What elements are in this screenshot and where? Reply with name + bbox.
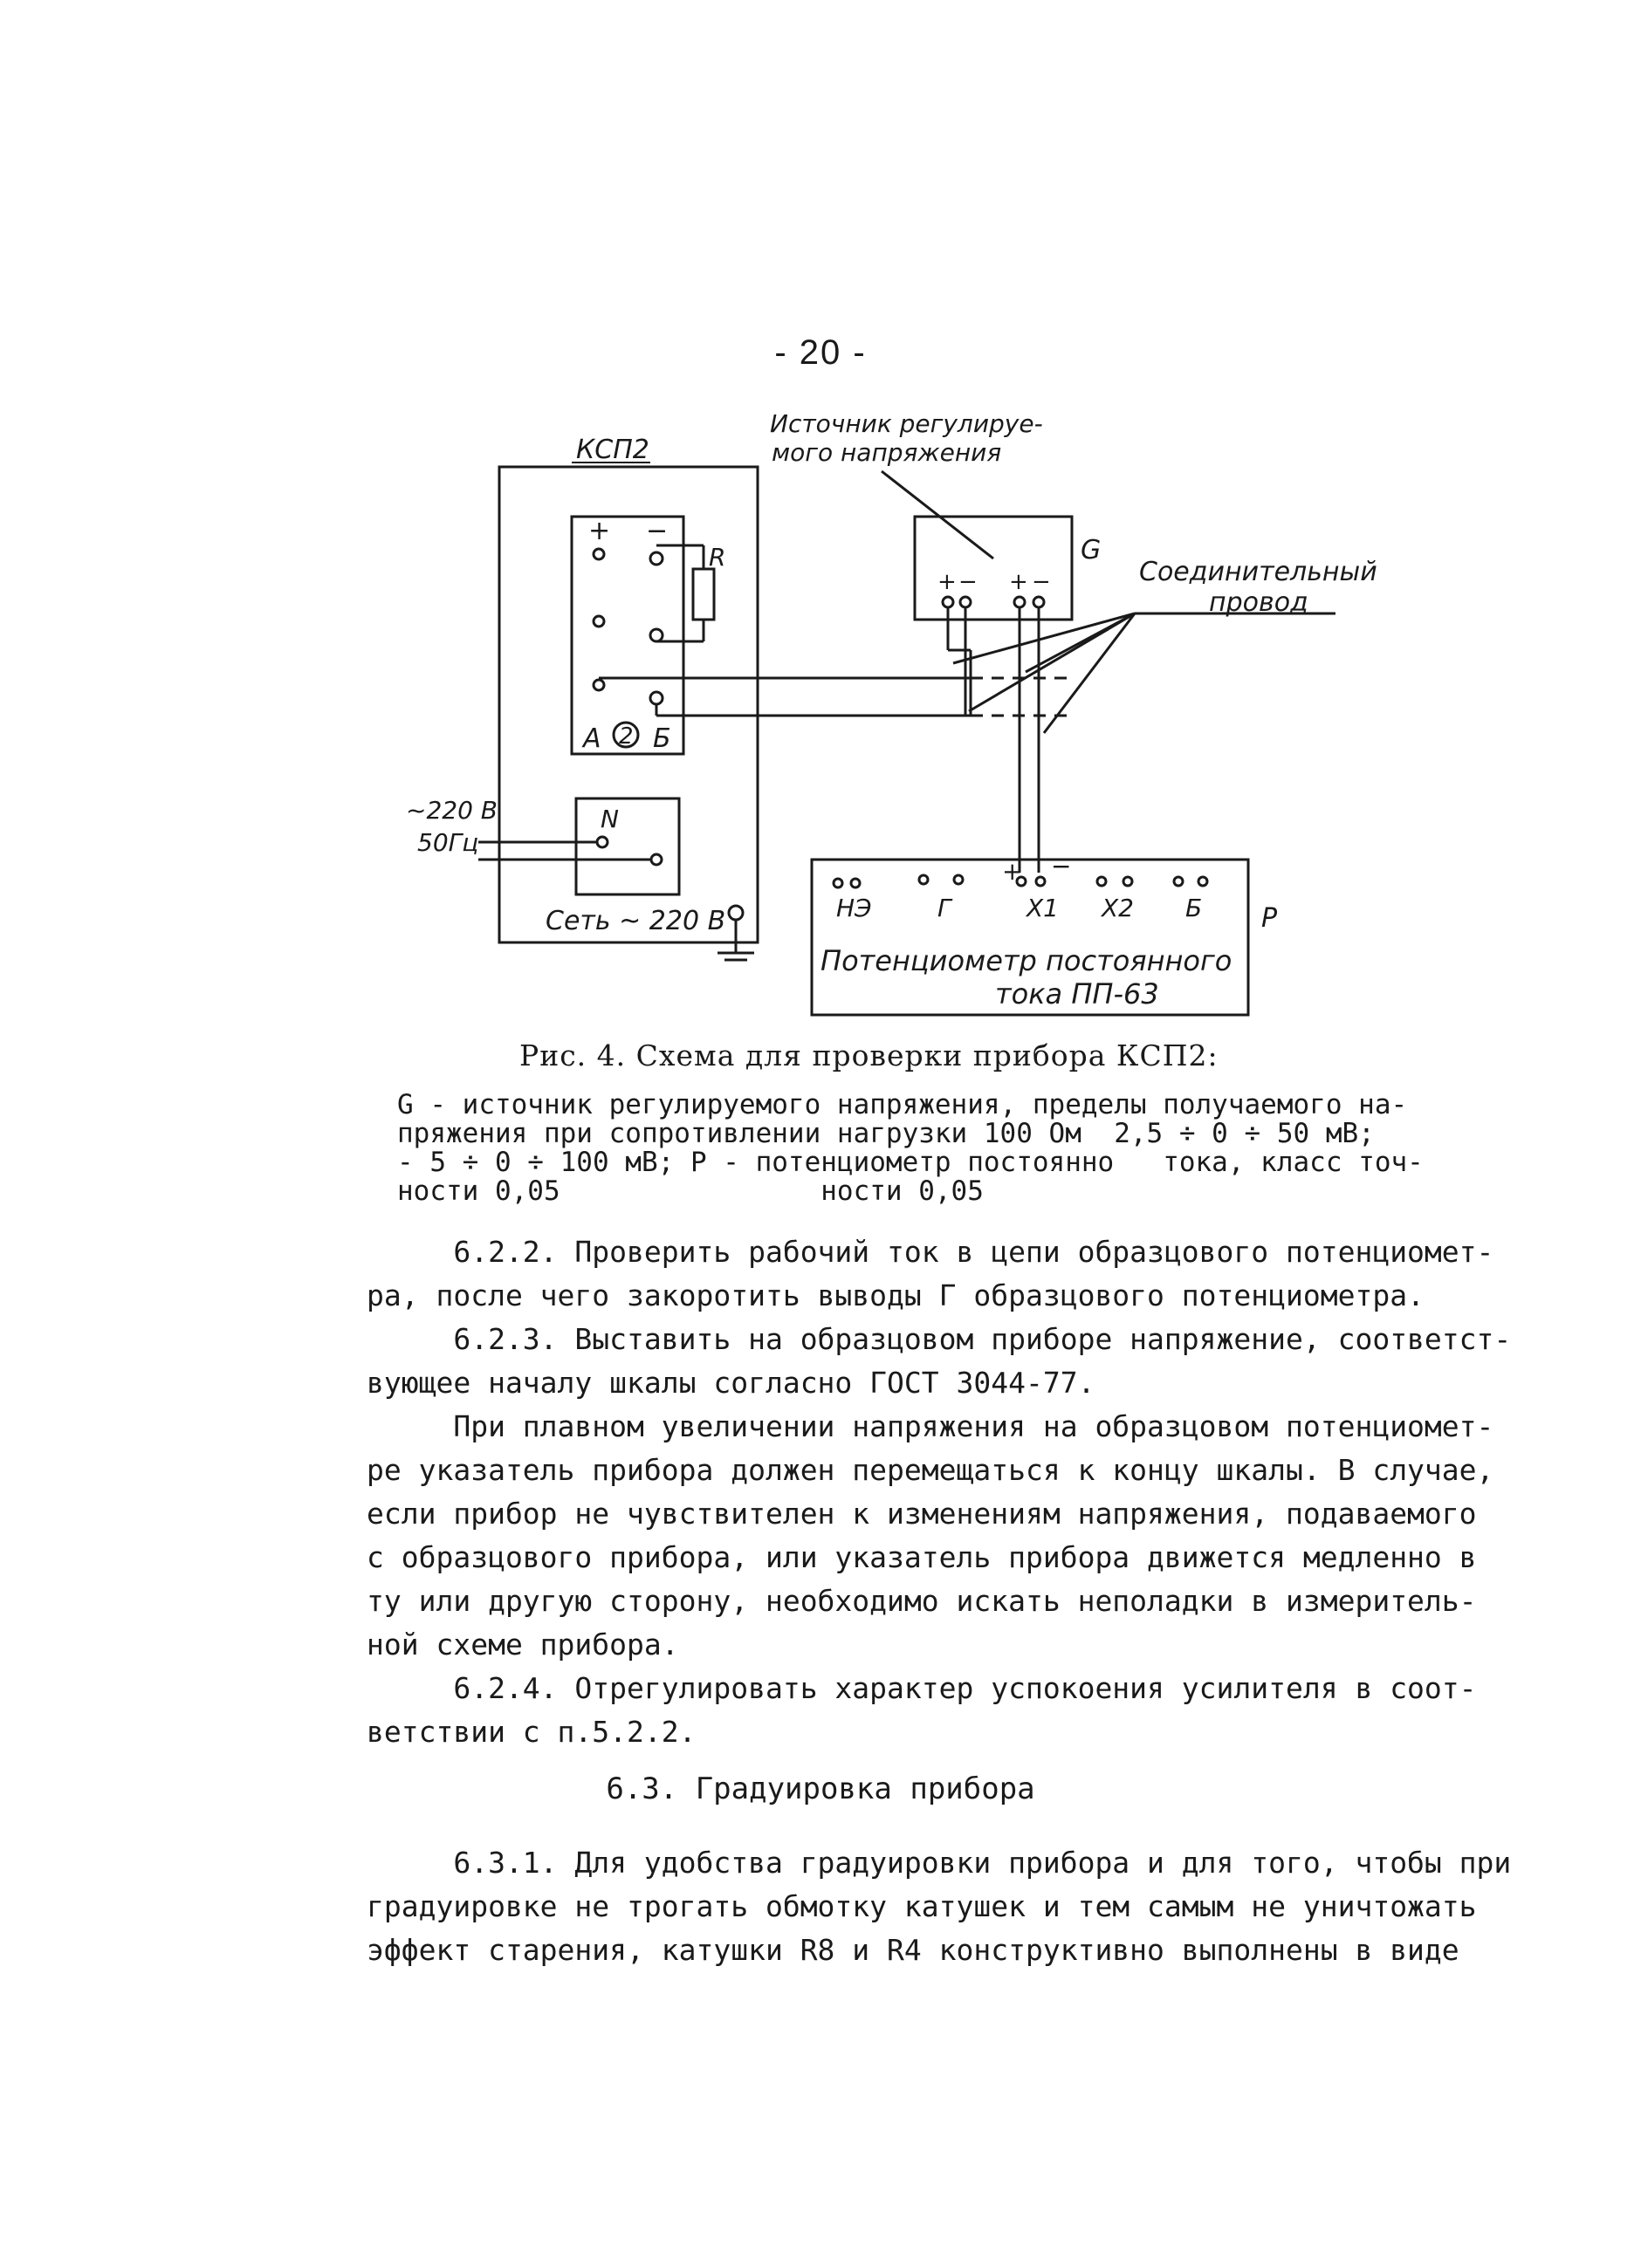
minus-x1: − xyxy=(1051,852,1072,880)
text-line: 6.2.2. Проверить рабочий ток в цепи образцового потенциомет- xyxy=(367,1235,1494,1269)
g-label: G xyxy=(1081,535,1102,565)
switch-n-box xyxy=(576,798,679,894)
plus-x1: + xyxy=(1002,857,1023,886)
p-label: Р xyxy=(1261,903,1278,934)
terminal-x1: X1 xyxy=(1026,894,1059,922)
text-line: вующее началу шкалы согласно ГОСТ 3044-77. xyxy=(367,1366,1095,1400)
legend-line: пряжения при сопротивлении нагрузки 100 Ом 2,5 ÷ 0 ÷ 50 мВ; xyxy=(397,1118,1375,1149)
legend-line: G - источник регулируемого напряжения, пределы получаемого на- xyxy=(397,1089,1408,1120)
minus-g1: − xyxy=(958,569,978,595)
plus-g1: + xyxy=(937,569,957,595)
b-label: Б xyxy=(653,723,671,754)
circuit-diagram xyxy=(0,0,1641,1030)
plus-ksp2: + xyxy=(588,516,611,546)
minus-ksp2: − xyxy=(646,516,669,546)
figure-caption: Рис. 4. Схема для проверки прибора КСП2: xyxy=(519,1038,1219,1072)
r-label: R xyxy=(709,543,726,572)
mains-label-1: ~220 В xyxy=(406,796,498,825)
text-line: ра, после чего закоротить выводы Г образцового потенциометра. xyxy=(367,1278,1425,1312)
a-label: А xyxy=(583,723,601,754)
text-line: 6.2.3. Выставить на образцовом приборе напряжение, соответст- xyxy=(367,1322,1512,1356)
n-label: N xyxy=(601,805,619,833)
terminal-ne: НЭ xyxy=(836,894,872,922)
plus-g2: + xyxy=(1009,569,1028,595)
terminal-b: Б xyxy=(1185,894,1203,922)
text-line: градуировке не трогать обмотку катушек и тем самым не уничтожать xyxy=(367,1889,1477,1923)
ksp2-box xyxy=(499,467,758,942)
pot-label-2: тока ПП-63 xyxy=(995,977,1159,1011)
page-number: - 20 - xyxy=(774,333,867,372)
text-line: ветствии с п.5.2.2. xyxy=(367,1715,697,1749)
terminal-g: Г xyxy=(937,894,951,922)
text-line: 6.2.4. Отрегулировать характер успокоения усилителя в соот- xyxy=(367,1671,1477,1705)
wire-label-1: Соединительный xyxy=(1139,557,1377,587)
text-line: ту или другую сторону, необходимо искать неполадки в измеритель- xyxy=(367,1584,1477,1618)
pot-label-1: Потенциометр постоянного xyxy=(820,944,1232,977)
source-g-box xyxy=(915,517,1072,620)
legend-line: - 5 ÷ 0 ÷ 100 мВ; Р - потенциометр постоянно тока, класс точ- xyxy=(397,1147,1424,1178)
source-label-2: мого напряжения xyxy=(772,438,1002,467)
wire-label-2: провод xyxy=(1209,587,1308,618)
legend-line: ности 0,05 ности 0,05 xyxy=(397,1175,984,1207)
terminal-block xyxy=(572,517,683,754)
resistor-r xyxy=(693,569,714,620)
mains-label-2: 50Гц xyxy=(417,828,479,857)
ksp2-label: КСП2 xyxy=(576,435,649,465)
source-label-1: Источник регулируе- xyxy=(770,409,1043,438)
text-line: эффект старения, катушки R8 и R4 конструктивно выполнены в виде xyxy=(367,1933,1459,1967)
text-line: При плавном увеличении напряжения на образцовом потенциомет- xyxy=(367,1409,1494,1443)
text-line: с образцового прибора, или указатель прибора движется медленно в xyxy=(367,1540,1477,1574)
network-label: Сеть ~ 220 В xyxy=(546,906,726,936)
circle-2-label: 2 xyxy=(619,723,634,750)
text-line: ной схеме прибора. xyxy=(367,1627,679,1662)
text-line: если прибор не чувствителен к изменениям напряжения, подаваемого xyxy=(367,1497,1477,1531)
text-line: 6.3.1. Для удобства градуировки прибора и для того, чтобы при xyxy=(367,1846,1512,1880)
section-heading: 6.3. Градуировка прибора xyxy=(606,1771,1035,1806)
text-line: ре указатель прибора должен перемещаться к концу шкалы. В случае, xyxy=(367,1453,1494,1487)
minus-g2: − xyxy=(1032,569,1051,595)
terminal-x2: X2 xyxy=(1102,894,1134,922)
